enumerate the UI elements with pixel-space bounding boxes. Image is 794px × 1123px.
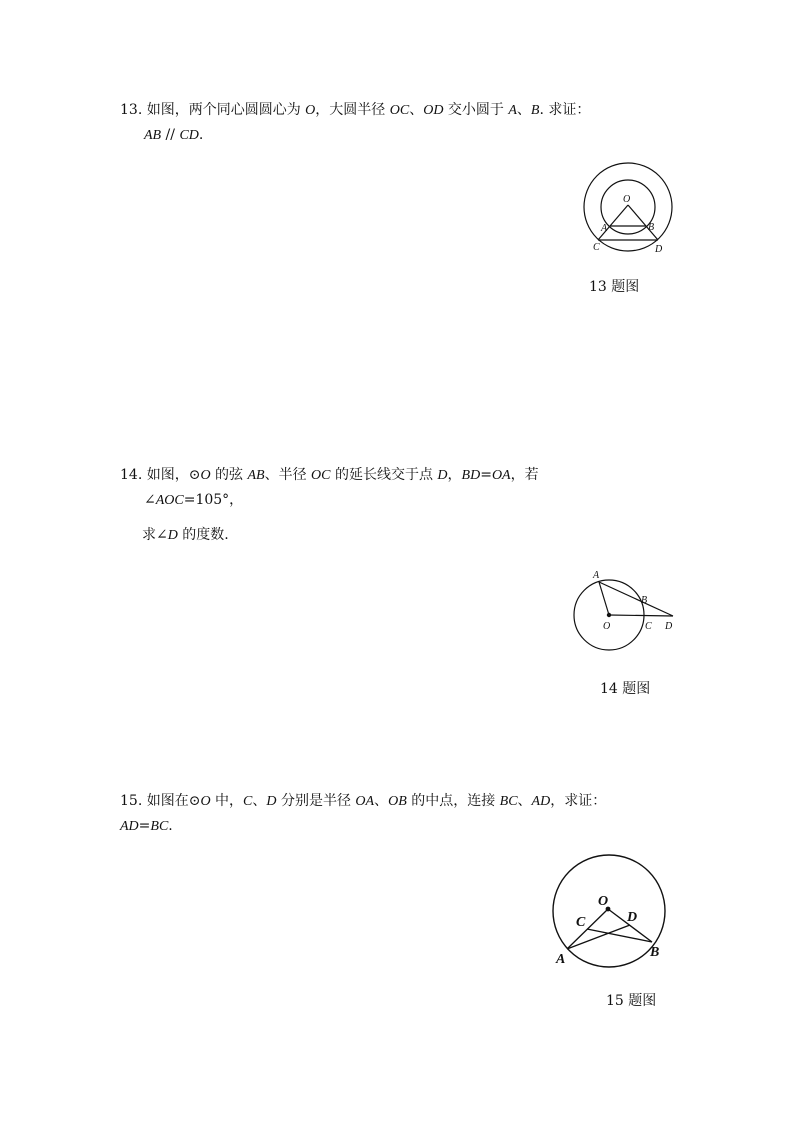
math-variable: AB: [247, 468, 265, 483]
text-run: 交小圆于: [443, 102, 509, 118]
math-variable: O: [305, 103, 316, 118]
figure-14-label-a: A: [593, 570, 600, 581]
math-variable: OB: [388, 794, 407, 809]
figure-13-label-d: D: [655, 244, 663, 255]
figure-15-label-b: B: [650, 945, 660, 960]
text-run: . 求证：: [539, 102, 591, 118]
text-run: 、半径: [264, 467, 312, 483]
figure-15-label-c: C: [576, 915, 586, 930]
figure-15-caption: 15 题图: [606, 993, 657, 1009]
text-run: 14. 如图，⊙: [120, 467, 201, 483]
math-variable: D: [437, 468, 448, 483]
math-variable: AOC: [155, 493, 184, 508]
text-run: 的度数.: [177, 527, 229, 543]
text-run: ，求证：: [550, 793, 607, 809]
math-variable: OA: [491, 468, 511, 483]
figure-14-caption: 14 题图: [600, 681, 651, 697]
figure-13-label-o: O: [623, 194, 631, 205]
text-run: 、: [517, 793, 532, 809]
text-run: 的中点，连接: [406, 793, 500, 809]
figure-13-label-b: B: [648, 222, 655, 233]
figure-15-label-d: D: [627, 910, 638, 925]
math-variable: CD: [179, 128, 199, 143]
text-run: =105°，: [183, 492, 244, 508]
math-variable: D: [266, 794, 277, 809]
text-run: 的延长线交于点: [330, 467, 438, 483]
math-variable: OD: [423, 103, 444, 118]
text-run: ∠: [144, 492, 156, 508]
text-run: .: [168, 818, 173, 834]
figure-14-label-d: D: [665, 621, 673, 632]
figure-14-label-o: O: [603, 621, 611, 632]
math-variable: O: [200, 794, 211, 809]
text-run: 的弦: [210, 467, 248, 483]
text-run: //: [161, 127, 180, 143]
text-run: ，大圆半径: [315, 102, 390, 118]
math-variable: B: [530, 103, 540, 118]
figure-13-label-a: A: [601, 223, 608, 234]
math-variable: D: [167, 528, 178, 543]
math-variable: OA: [355, 794, 375, 809]
text-run: 13. 如图，两个同心圆圆心为: [120, 102, 306, 118]
text-run: 、: [374, 793, 389, 809]
figure-14-label-c: C: [645, 621, 652, 632]
text-run: =: [138, 818, 151, 834]
text-run: 、: [409, 102, 424, 118]
text-run: =: [480, 467, 492, 483]
math-variable: AD: [120, 819, 139, 834]
text-run: 、: [252, 793, 267, 809]
math-variable: BC: [499, 794, 518, 809]
math-variable: BD: [461, 468, 481, 483]
text-run: 分别是半径: [276, 793, 356, 809]
text-run: 中，: [210, 793, 244, 809]
math-variable: C: [243, 794, 253, 809]
math-variable: A: [508, 103, 517, 118]
math-variable: OC: [389, 103, 410, 118]
text-run: ，: [447, 467, 462, 483]
text-run: 15. 如图在⊙: [120, 793, 201, 809]
text-run: .: [198, 127, 204, 143]
math-variable: OC: [311, 468, 331, 483]
figure-13-caption: 13 题图: [589, 279, 640, 295]
math-variable: AB: [144, 128, 162, 143]
figure-14-label-b: B: [641, 595, 648, 606]
text-run: ，若: [510, 467, 539, 483]
text-run: 、: [516, 102, 531, 118]
text-run: 求∠: [142, 527, 168, 543]
figure-15-label-o: O: [598, 894, 609, 909]
figure-15-label-a: A: [556, 952, 566, 967]
math-variable: O: [200, 468, 211, 483]
figure-13-label-c: C: [593, 242, 600, 253]
math-variable: BC: [150, 819, 169, 834]
math-variable: AD: [531, 794, 551, 809]
